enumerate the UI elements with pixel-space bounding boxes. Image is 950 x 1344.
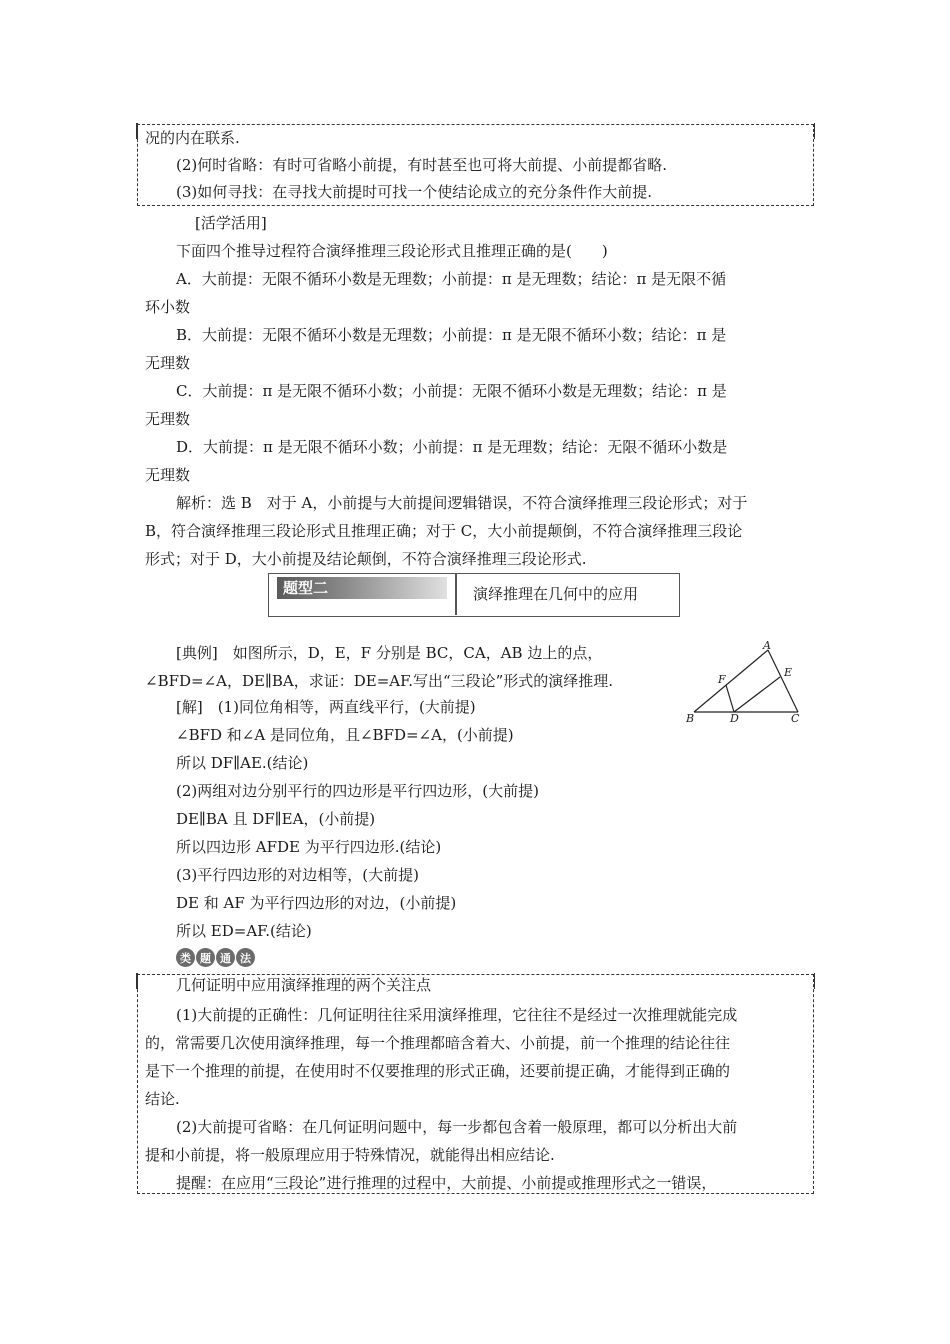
option-b-line-2: 无理数 [145,354,191,372]
analysis-line-3: 形式；对于 D，大小前提及结论颠倒，不符合演绎推理三段论形式. [145,550,587,568]
label-b: B [686,712,695,725]
segment-de [734,677,780,712]
badge-char-2: 题 [196,948,215,967]
option-d-line-1: D．大前提：π 是无限不循环小数；小前提：π 是无理数；结论：无限不循环小数是 [176,438,728,456]
solution-line-7: (3)平行四边形的对边相等，(大前提) [176,866,419,884]
option-b-line-1: B．大前提：无限不循环小数是无理数；小前提：π 是无限不循环小数；结论：π 是 [176,326,727,344]
method-line-8: 提醒：在应用“三段论”进行推理的过程中，大前提、小前提或推理形式之一错误， [176,1174,717,1192]
example-line-2: ∠BFD=∠A，DE∥BA，求证：DE=AF.写出“三段论”形式的演绎推理. [145,672,614,690]
solution-line-9: 所以 ED=AF.(结论) [176,922,312,940]
segment-ac [768,650,798,712]
method-line-5: 结论. [145,1090,180,1108]
segment-df [726,685,734,712]
top-note-line-3: (3)如何寻找：在寻找大前提时可找一个使结论成立的充分条件作大前提. [176,183,653,201]
label-d: D [730,712,739,725]
option-d-line-2: 无理数 [145,466,191,484]
top-note-line-2: (2)何时省略：有时可省略小前提，有时甚至也可将大前提、小前提都省略. [176,156,668,174]
solution-line-2: ∠BFD 和∠A 是同位角，且∠BFD=∠A，(小前提) [176,726,514,744]
option-c-line-2: 无理数 [145,410,191,428]
method-line-7: 提和小前提，将一般原理应用于特殊情况，就能得出相应结论. [145,1146,555,1164]
option-a-line-1: A．大前提：无限不循环小数是无理数；小前提：π 是无理数；结论：π 是无限不循 [176,270,727,288]
solution-line-4: (2)两组对边分别平行的四边形是平行四边形，(大前提) [176,782,539,800]
badge-char-1: 类 [176,948,195,967]
method-line-3: 的，常需要几次使用演绎推理，每一个推理都暗含着大、小前提，前一个推理的结论往往 [145,1034,731,1052]
example-line-1: [典例] 如图所示，D，E，F 分别是 BC，CA，AB 边上的点， [176,644,603,662]
badge-char-3: 通 [216,948,235,967]
practice-question: 下面四个推导过程符合演绎推理三段论形式且推理正确的是( ) [176,242,608,260]
option-a-line-2: 环小数 [145,298,191,316]
method-line-1: 几何证明中应用演绎推理的两个关注点 [176,976,432,994]
section-divider [455,574,457,615]
triangle-figure [684,640,810,726]
top-note-line-1: 况的内在联系. [145,129,240,147]
option-c-line-1: C．大前提：π 是无限不循环小数；小前提：无限不循环小数是无理数；结论：π 是 [176,382,727,400]
section-tag [277,577,447,599]
label-f: F [718,673,726,686]
label-c: C [791,712,800,725]
method-line-2: (1)大前提的正确性：几何证明往往采用演绎推理，它往往不是经过一次推理就能完成 [176,1006,738,1024]
solution-line-6: 所以四边形 AFDE 为平行四边形.(结论) [176,838,442,856]
solution-line-3: 所以 DF∥AE.(结论) [176,754,309,772]
solution-line-5: DE∥BA 且 DF∥EA，(小前提) [176,810,376,828]
section-header [268,573,680,617]
badge-char-4: 法 [236,948,255,967]
method-badge [176,948,258,968]
method-line-4: 是下一个推理的前提，在使用时不仅要推理的形式正确，还要前提正确，才能得到正确的 [145,1062,731,1080]
analysis-line-1: 解析：选 B 对于 A，小前提与大前提间逻辑错误，不符合演绎推理三段论形式；对于 [176,494,748,512]
label-a: A [763,640,771,652]
solution-line-8: DE 和 AF 为平行四边形的对边，(小前提) [176,894,457,912]
practice-heading: [活学活用] [195,214,267,232]
section-tag-text: 题型二 [283,579,329,597]
solution-line-1: [解] (1)同位角相等，两直线平行，(大前提) [176,698,476,716]
method-line-6: (2)大前提可省略：在几何证明问题中，每一步都包含着一般原理，都可以分析出大前 [176,1118,738,1136]
section-title: 演绎推理在几何中的应用 [473,585,639,603]
label-e: E [784,666,793,679]
analysis-line-2: B，符合演绎推理三段论形式且推理正确；对于 C，大小前提颠倒，不符合演绎推理三段论 [145,522,743,540]
